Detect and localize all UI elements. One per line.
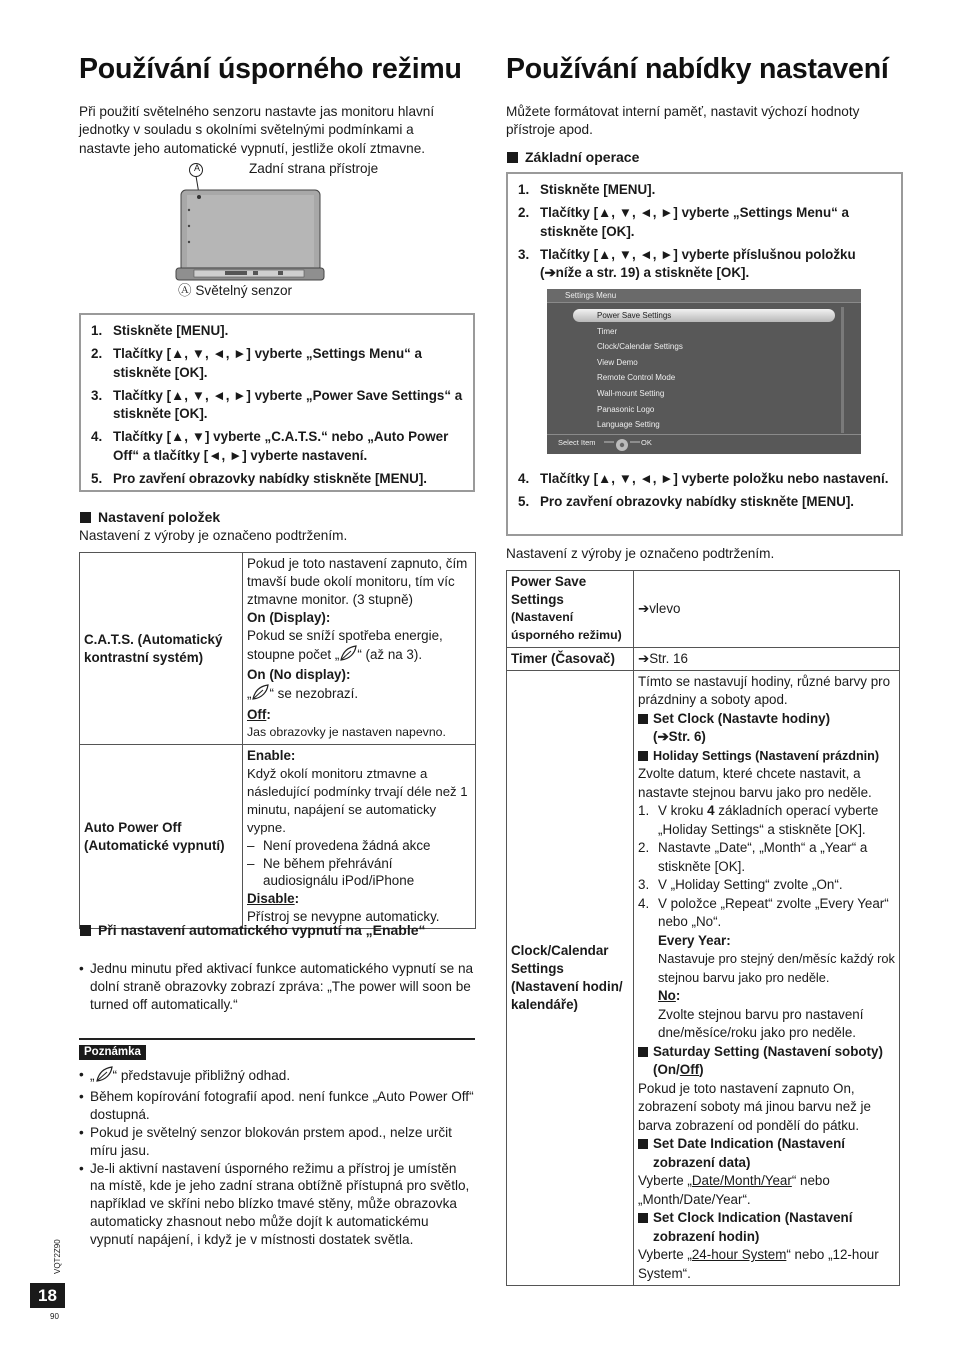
list-item: • Jednu minutu před aktivací funkce automatického vypnutí se na dolní straně obrazovky zobrazí zpráva: „The power will soon be turned off automatically.“ <box>79 960 475 1014</box>
page-sub-number: 90 <box>50 1312 59 1321</box>
menu-footer-divider <box>547 434 861 435</box>
timer-value: ➔Str. 16 <box>634 647 900 670</box>
menu-ok: OK <box>641 438 652 447</box>
ps-label-cell: Power Save Settings (Nastavení úsporného režimu) <box>507 571 634 648</box>
left-factory-note: Nastavení z výroby je označeno podtržením. <box>79 528 348 543</box>
right-steps-box <box>506 172 903 536</box>
right-step: 5. Pro zavření obrazovky nabídky stiskněte [MENU]. <box>518 494 855 510</box>
timer-label: Timer (Časovač) <box>507 647 634 670</box>
left-step: 1. Stiskněte [MENU]. <box>91 323 229 338</box>
leaf-icon <box>95 1066 113 1088</box>
right-step: 2. Tlačítky [▲, ▼, ◄, ►] vyberte „Settings Menu“ a stiskněte [OK]. <box>518 205 849 239</box>
cats-desc-cell: Pokud je toto nastavení zapnuto, čím tmavší bude okolí monitoru, tím víc ztmavne monitor. (3 stupně) On (Display): Pokud se sníží spotřeba energie, stoupne počet „ “ (až na 3). On (No display): „ “ se nezobrazí. Off: Jas obrazovky je nastaven napevno. <box>243 553 476 745</box>
figure-back-label: Zadní strana přístroje <box>249 161 379 176</box>
marker-a: A <box>193 163 200 173</box>
menu-item[interactable]: Clock/Calendar Settings <box>597 342 683 352</box>
device-back-illustration <box>170 160 330 285</box>
right-factory-note: Nastavení z výroby je označeno podtržením. <box>506 546 775 561</box>
page-title-left: Používání úsporného režimu <box>79 53 462 85</box>
menu-select-item: Select Item <box>558 438 596 447</box>
note-label: Poznámka <box>79 1045 146 1060</box>
menu-item[interactable]: View Demo <box>597 357 638 367</box>
note-divider <box>79 1038 475 1040</box>
list-item: • Během kopírování fotografií apod. není funkce „Auto Power Off“ dostupná. <box>79 1088 475 1124</box>
menu-title: Settings Menu <box>547 289 861 303</box>
apo-label: Auto Power Off (Automatické vypnutí) <box>80 745 243 929</box>
apo-bullet-list <box>79 960 475 1014</box>
table-row <box>507 571 900 648</box>
table-row <box>507 647 900 670</box>
table-row <box>80 553 476 745</box>
left-step: 5. Pro zavření obrazovky nabídky stiskněte [MENU]. <box>91 471 428 487</box>
menu-scrollbar[interactable] <box>841 307 844 433</box>
menu-list <box>597 309 837 434</box>
left-steps-box <box>79 313 475 492</box>
right-step: 4. Tlačítky [▲, ▼, ◄, ►] vyberte položku nebo nastavení. <box>518 471 889 486</box>
right-settings-table <box>506 570 900 1286</box>
menu-item[interactable]: Language Setting <box>597 420 660 430</box>
leaf-icon <box>251 684 269 706</box>
settings-menu-screen <box>547 289 861 454</box>
left-steps-list <box>91 322 463 488</box>
left-step: 2. Tlačítky [▲, ▼, ◄, ►] vyberte „Settings Menu“ a stiskněte [OK]. <box>91 346 422 380</box>
cc-label: Clock/Calendar Settings (Nastavení hodin/ kalendáře) <box>507 670 634 1286</box>
table-row <box>507 670 900 1286</box>
right-steps-list-top <box>518 181 891 282</box>
menu-item[interactable]: Timer <box>597 326 618 336</box>
right-steps-list-bottom <box>518 470 893 512</box>
list-item: • „ “ představuje přibližný odhad. <box>79 1066 475 1088</box>
list-item: • Je-li aktivní nastavení úsporného režimu a přístroj je umístěn na místě, kde je jeho zadní strana obtížně přístupná pro světlo, například ve skříni nebo blízko tmavé stěny, může obrazovka automaticky zhasnout nebo může dojít k automatickému vypnutí napájení, i když je v místnosti dostatek světla. <box>79 1160 475 1250</box>
page-number: 18 <box>30 1283 65 1308</box>
cats-label: C.A.T.S. (Automatický kontrastní systém) <box>80 553 243 745</box>
apo-heading: Při nastavení automatického vypnutí na „Enable“ <box>80 921 460 939</box>
figure-sensor-label: Ⓐ Světelný senzor <box>178 283 293 298</box>
ps-value: ➔vlevo <box>634 571 900 648</box>
basic-heading: Základní operace <box>507 148 639 166</box>
notes-list <box>79 1066 475 1249</box>
cc-desc-cell: Tímto se nastavují hodiny, různé barvy pro prázdniny a soboty apod. Set Clock (Nastavte hodiny) (➔Str. 6) Holiday Settings (Nastavení prázdnin) Zvolte datum, které chcete nastavit, a nastavte stejnou barvu jako pro neděle. 1. V kroku 4 základních operací vyberte „Holiday Settings“ a stiskněte [OK]. 2. Nastavte „Date“, „Month“ a „Year“ a stiskněte [OK]. 3. V „Holiday Setting“ zvolte „On“. 4. V položce „Repeat“ zvolte „Every Year“ nebo „No“. Every Year: Nastavuje pro stejný den/měsíc každý rok stejnou barvu jako pro neděle. No: Zvolte stejnou barvu pro nastavení dne/měsíce/roku jako pro neděle. Saturday Setting (Nastavení soboty) (On/Off) Pokud je toto nastavení zapnuto On, zobrazení soboty má jinou barvu než je barva zobrazení od pondělí do pátku. Set Date Indication (Nastavení zobrazení data) Vyberte „Date/Month/Year“ nebo „Month/Date/Year“. Set Clock Indication (Nastavení zobrazení hodin) Vyberte „24-hour System“ nebo „12-hour System“. <box>634 670 900 1286</box>
apo-desc-cell: Enable: Když okolí monitoru ztmavne a následující podmínky trvají déle než 1 minutu, napájení se automaticky vypne. – Není provedena žádná akce – Ne během přehrávání audiosignálu iPod/iPhone Disable: Přístroj se nevypne automaticky. <box>243 745 476 929</box>
items-heading: Nastavení položek <box>80 508 220 526</box>
menu-item[interactable]: Power Save Settings <box>597 311 672 320</box>
right-step: 1. Stiskněte [MENU]. <box>518 182 656 197</box>
dpad-icon <box>604 437 642 453</box>
doc-code: VQT2Z90 <box>53 1239 62 1274</box>
left-intro: Při použití světelného senzoru nastavte jas monitoru hlavní jednotky v souladu s okolními světelnými podmínkami a nastavte jeho automatické vypnutí, jestliže okolí ztmavne. <box>79 104 435 156</box>
left-step: 3. Tlačítky [▲, ▼, ◄, ►] vyberte „Power Save Settings“ a stiskněte [OK]. <box>91 387 463 422</box>
menu-item[interactable]: Remote Control Mode <box>597 373 676 383</box>
list-item: • Pokud je světelný senzor blokován prstem apod., nelze určit míru jasu. <box>79 1124 475 1160</box>
left-settings-table <box>79 552 476 929</box>
table-row <box>80 745 476 929</box>
left-step: 4. Tlačítky [▲, ▼] vyberte „C.A.T.S.“ nebo „Auto Power Off“ a tlačítky [◄, ►] vyberte nastavení. <box>91 429 449 463</box>
device-figure <box>170 160 490 300</box>
page-title-right: Používání nabídky nastavení <box>506 53 889 85</box>
right-step: 3. Tlačítky [▲, ▼, ◄, ►] vyberte příslušnou položku (➔níže a str. 19) a stiskněte [OK]. <box>518 246 856 281</box>
leaf-icon <box>339 645 357 667</box>
menu-item[interactable]: Wall-mount Setting <box>597 388 665 398</box>
right-intro: Můžete formátovat interní paměť, nastavit výchozí hodnoty přístroje apod. <box>506 104 860 138</box>
menu-item[interactable]: Panasonic Logo <box>597 404 655 414</box>
